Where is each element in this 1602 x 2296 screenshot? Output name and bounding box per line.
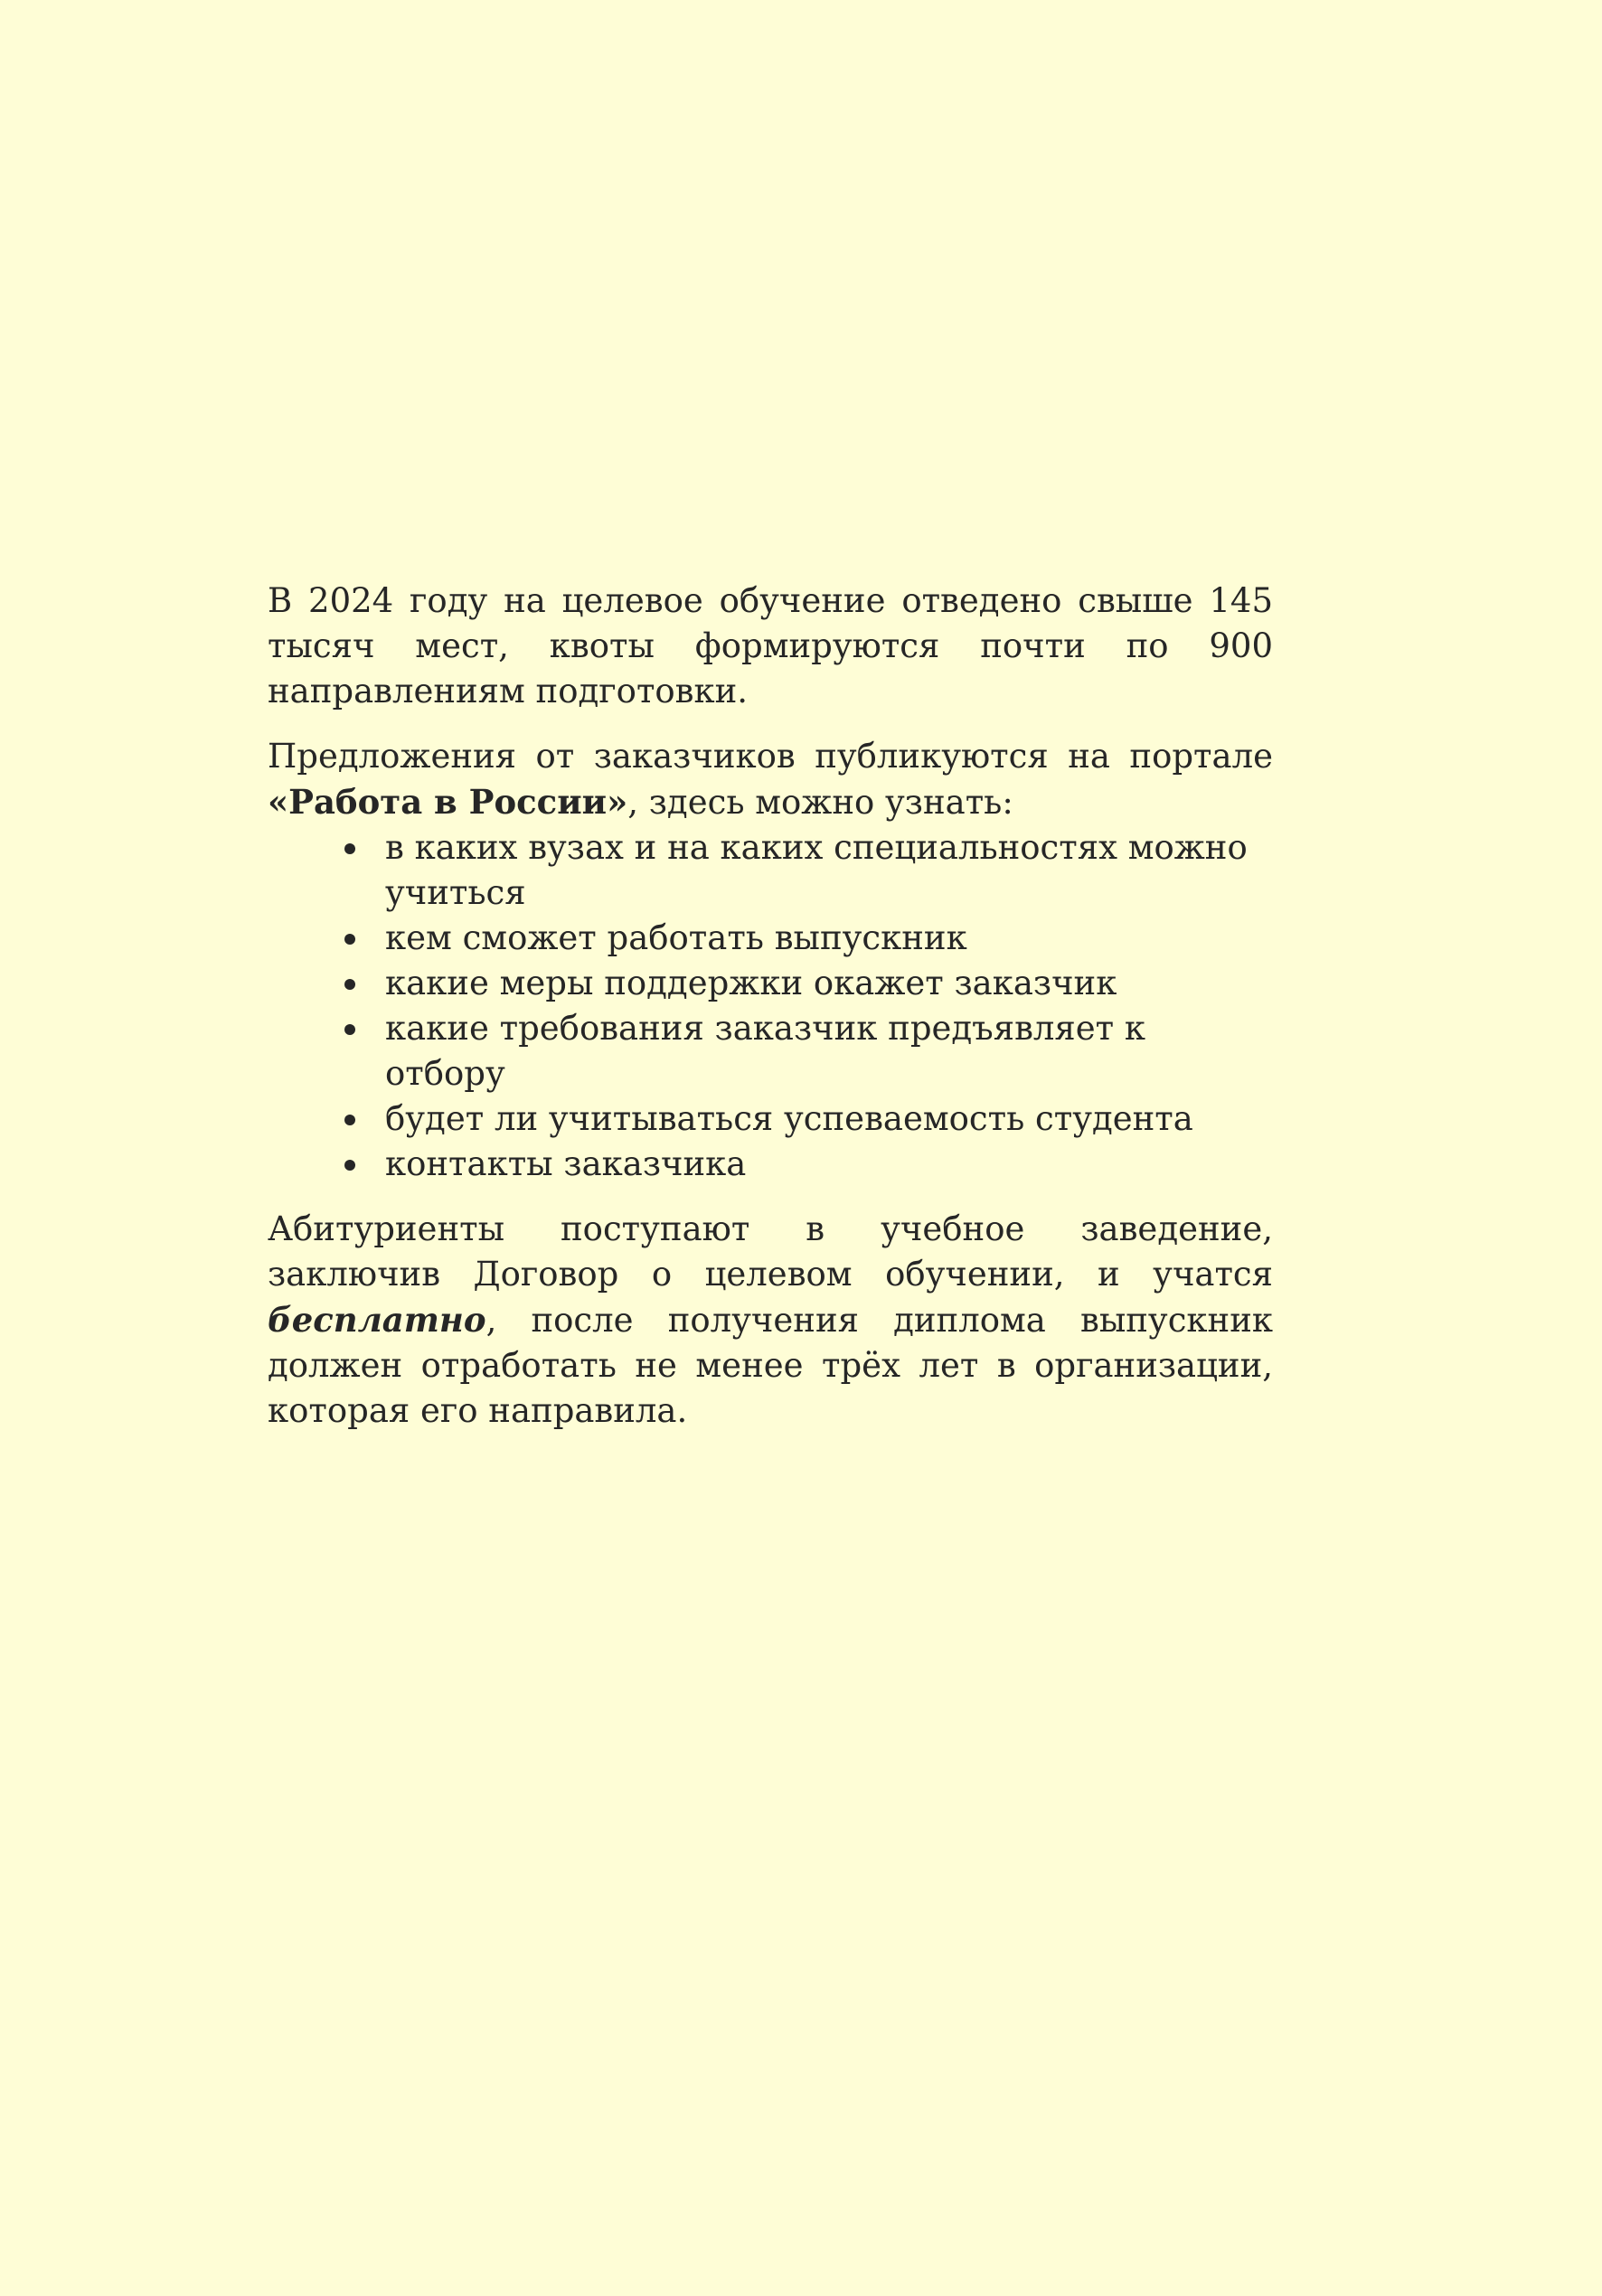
paragraph-applicants — [268, 1207, 1273, 1434]
paragraph-portal — [268, 734, 1273, 825]
portal-text-before: Предложения от заказчиков публикуются на портале — [268, 737, 1273, 776]
info-list — [268, 825, 1273, 1187]
list-item: кем сможет работать выпускник — [268, 916, 1273, 961]
applicants-text-after: , после получения диплома выпускник должен отработать не менее трёх лет в организации, которая его направила. — [268, 1301, 1273, 1430]
list-item: будет ли учитываться успеваемость студента — [268, 1096, 1273, 1142]
list-item: какие меры поддержки окажет заказчик — [268, 961, 1273, 1006]
portal-text-after: , здесь можно узнать: — [627, 783, 1013, 822]
free-emphasis: бесплатно — [268, 1300, 486, 1340]
list-item: контакты заказчика — [268, 1142, 1273, 1187]
list-item: в каких вузах и на каких специальностях можно учиться — [268, 825, 1273, 916]
list-item: какие требования заказчик предъявляет к отбору — [268, 1006, 1273, 1096]
portal-name: «Работа в России» — [268, 782, 628, 822]
applicants-text-before: Абитуриенты поступают в учебное заведение, заключив Договор о целевом обучении, и учатся — [268, 1209, 1273, 1294]
document-body — [268, 579, 1273, 1434]
paragraph-quota: В 2024 году на целевое обучение отведено свыше 145 тысяч мест, квоты формируются почти по 900 направлениям подготовки. — [268, 581, 1273, 710]
